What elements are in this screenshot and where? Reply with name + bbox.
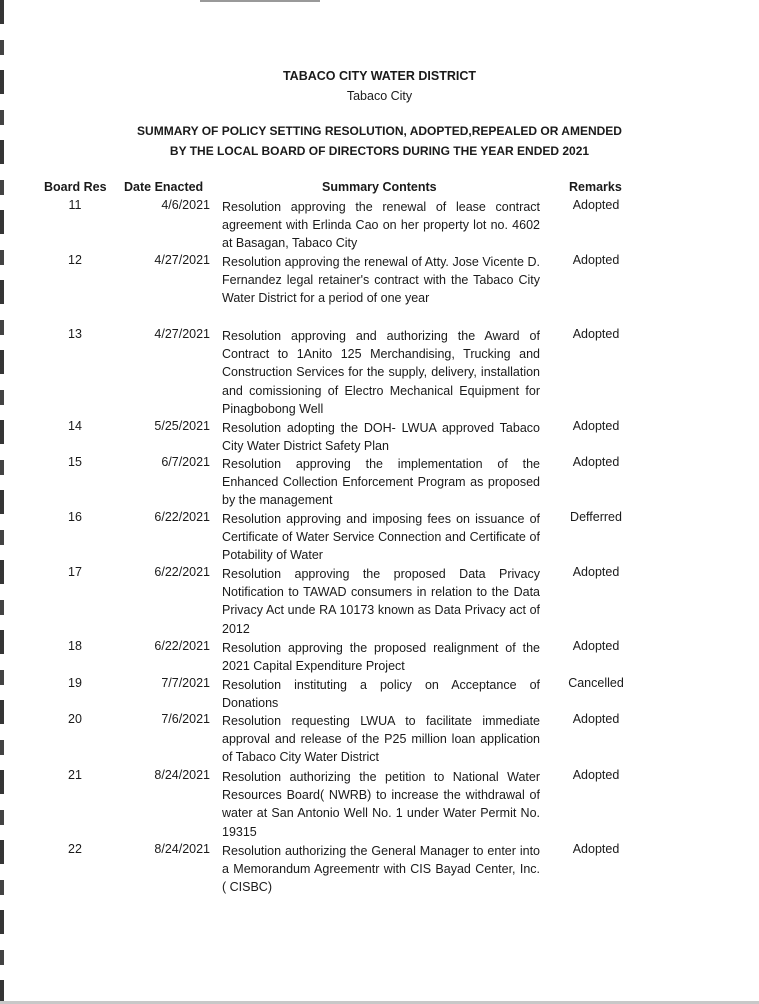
- summary-contents: Resolution approving the renewal of lease contract agreement with Erlinda Cao on her property lot no. 4602 at Basagan, Tabaco City: [222, 200, 540, 251]
- summary-contents: Resolution approving and authorizing the Award of Contract to 1Anito 125 Merchandising, Trucking and Construction Services for the supply, delivery, installation and comissioning of Electro Mechanical Equipment for Pinagbobong Well: [222, 329, 540, 416]
- column-header-remarks: Remarks: [569, 180, 622, 194]
- board-res-number: 20: [68, 712, 82, 726]
- summary-contents: Resolution authorizing the General Manager to enter into a Memorandum Agreementr with CIS Bayad Center, Inc. ( CISBC): [222, 844, 540, 895]
- board-res-number: 15: [68, 455, 82, 469]
- summary-contents: Resolution approving the proposed realignment of the 2021 Capital Expenditure Project: [222, 641, 540, 674]
- date-enacted: 4/6/2021: [161, 198, 210, 212]
- remarks: Adopted: [572, 639, 620, 653]
- remarks: Cancelled: [568, 676, 624, 690]
- summary-contents: Resolution approving the implementation of the Enhanced Collection Enforcement Program as proposed by the management: [222, 457, 540, 508]
- column-header-summary-contents: Summary Contents: [322, 180, 437, 194]
- remarks: Adopted: [572, 455, 620, 469]
- summary-title-line2: BY THE LOCAL BOARD OF DIRECTORS DURING THE YEAR ENDED 2021: [169, 144, 590, 158]
- date-enacted: 6/22/2021: [154, 510, 210, 524]
- column-header-board-res: Board Res: [44, 180, 107, 194]
- summary-contents: Resolution authorizing the petition to National Water Resources Board( NWRB) to increase the withdrawal of water at San Antonio Well No. 1 under Water Permit No. 19315: [222, 770, 540, 839]
- board-res-number: 18: [68, 639, 82, 653]
- remarks: Adopted: [572, 327, 620, 341]
- remarks: Adopted: [572, 565, 620, 579]
- remarks: Adopted: [572, 712, 620, 726]
- board-res-number: 13: [68, 327, 82, 341]
- organization-title: TABACO CITY WATER DISTRICT: [282, 69, 477, 83]
- date-enacted: 8/24/2021: [154, 842, 210, 856]
- summary-contents: Resolution instituting a policy on Acceptance of Donations: [222, 678, 540, 711]
- summary-contents: Resolution requesting LWUA to facilitate immediate approval and release of the P25 million loan application of Tabaco City Water District: [222, 714, 540, 765]
- remarks: Adopted: [572, 253, 620, 267]
- board-res-number: 11: [68, 198, 82, 212]
- summary-title-line1: SUMMARY OF POLICY SETTING RESOLUTION, ADOPTED,REPEALED OR AMENDED: [137, 124, 622, 138]
- board-res-number: 14: [68, 419, 82, 433]
- date-enacted: 7/7/2021: [161, 676, 210, 690]
- date-enacted: 5/25/2021: [154, 419, 210, 433]
- date-enacted: 4/27/2021: [154, 327, 210, 341]
- column-header-date-enacted: Date Enacted: [124, 180, 204, 194]
- date-enacted: 8/24/2021: [154, 768, 210, 782]
- board-res-number: 22: [68, 842, 82, 856]
- board-res-number: 12: [68, 253, 82, 267]
- date-enacted: 7/6/2021: [161, 712, 210, 726]
- date-enacted: 4/27/2021: [154, 253, 210, 267]
- date-enacted: 6/22/2021: [154, 639, 210, 653]
- summary-contents: Resolution approving the proposed Data Privacy Notification to TAWAD consumers in relation to the Data Privacy Act unde RA 10173 known as Data Privacy act of 2012: [222, 567, 540, 636]
- remarks: Adopted: [572, 768, 620, 782]
- scan-edge-top: [200, 0, 320, 2]
- summary-contents: Resolution approving and imposing fees on issuance of Certificate of Water Service Connection and Certificate of Potability of Water: [222, 512, 540, 563]
- summary-contents: Resolution adopting the DOH- LWUA approved Tabaco City Water District Safety Plan: [222, 421, 540, 454]
- date-enacted: 6/7/2021: [161, 455, 210, 469]
- city-subtitle: Tabaco City: [346, 89, 413, 103]
- remarks: Adopted: [572, 198, 620, 212]
- remarks: Adopted: [572, 419, 620, 433]
- summary-contents: Resolution approving the renewal of Atty. Jose Vicente D. Fernandez legal retainer's contract with the Tabaco City Water District for a period of one year: [222, 255, 540, 306]
- date-enacted: 6/22/2021: [154, 565, 210, 579]
- remarks: Defferred: [570, 510, 622, 524]
- remarks: Adopted: [572, 842, 620, 856]
- board-res-number: 21: [68, 768, 82, 782]
- board-res-number: 16: [68, 510, 82, 524]
- board-res-number: 19: [68, 676, 82, 690]
- board-res-number: 17: [68, 565, 82, 579]
